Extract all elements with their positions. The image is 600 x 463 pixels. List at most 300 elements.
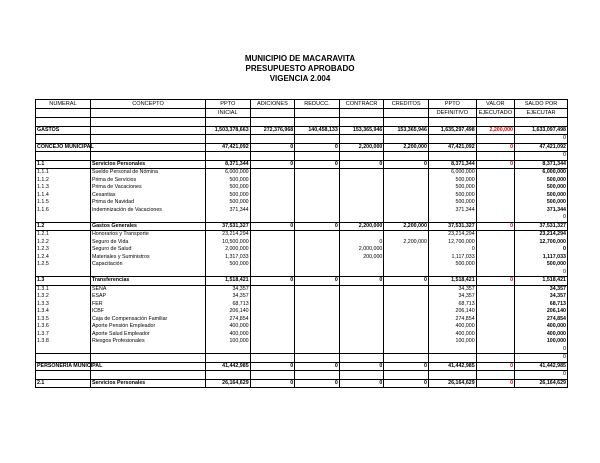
cell-contracr (339, 207, 384, 215)
cell-saldo: 0 (515, 371, 568, 380)
col-creditos: CREDITOS (384, 100, 429, 109)
cell-creditos: 2,200,000 (384, 222, 429, 231)
cell-ppto-definitivo (428, 135, 476, 144)
cell-ppto-definitivo: 34,357 (428, 285, 476, 293)
cell-ppto-inicial: 100,000 (206, 338, 251, 346)
cell-ppto-inicial: 500,000 (206, 192, 251, 200)
cell-ppto-inicial (206, 354, 251, 363)
cell-reducc (295, 169, 340, 177)
cell-contracr (339, 338, 384, 346)
table-row (36, 254, 568, 262)
table-row (36, 293, 568, 301)
cell-reducc (295, 338, 340, 346)
cell-valor-ejecutado (476, 118, 514, 127)
cell-ppto-definitivo: 500,000 (428, 177, 476, 185)
cell-ppto-definitivo (428, 371, 476, 380)
cell-reducc (295, 254, 340, 262)
cell-ppto-definitivo: 12,700,000 (428, 239, 476, 247)
cell-saldo: 37,531,327 (515, 222, 568, 231)
cell-contracr (339, 214, 384, 222)
cell-contracr: 0 (339, 277, 384, 286)
cell-concepto: Honorarios y Transporte (90, 231, 205, 239)
cell-valor-ejecutado (476, 371, 514, 380)
cell-numeral (36, 371, 91, 380)
cell-saldo: 1,117,033 (515, 254, 568, 262)
cell-concepto (90, 118, 205, 127)
table-row (36, 222, 568, 231)
cell-ppto-inicial: 6,000,000 (206, 169, 251, 177)
cell-saldo: 34,357 (515, 285, 568, 293)
cell-numeral (36, 152, 91, 161)
cell-ppto-definitivo: 371,344 (428, 207, 476, 215)
cell-reducc: 140,458,133 (295, 126, 340, 135)
cell-reducc: 0 (295, 379, 340, 388)
cell-contracr (339, 293, 384, 301)
cell-concepto (90, 354, 205, 363)
cell-numeral: CONCEJO MUNICIPAL (37, 143, 94, 150)
cell-numeral: 1.2.4 (36, 254, 91, 262)
col-valor-ejecutado-2: EJECUTADO (476, 109, 514, 118)
cell-saldo: 206,140 (515, 308, 568, 316)
cell-ppto-inicial: 500,000 (206, 199, 251, 207)
cell-adiciones (250, 192, 295, 200)
cell-creditos (384, 346, 429, 354)
cell-ppto-definitivo: 41,442,985 (428, 362, 476, 371)
cell-adiciones (250, 184, 295, 192)
cell-concepto: FER (90, 301, 205, 309)
table-row (36, 269, 568, 277)
cell-valor-ejecutado (476, 323, 514, 331)
cell-reducc (295, 177, 340, 185)
cell-valor-ejecutado: 0 (476, 277, 514, 286)
cell-saldo: 0 (515, 152, 568, 161)
table-row (36, 308, 568, 316)
cell-ppto-inicial: 274,854 (206, 316, 251, 324)
table-row (36, 143, 568, 152)
cell-creditos (384, 192, 429, 200)
cell-valor-ejecutado: 0 (476, 222, 514, 231)
table-row (36, 169, 568, 177)
cell-ppto-definitivo: 37,531,327 (428, 222, 476, 231)
cell-numeral: 1.2.3 (36, 246, 91, 254)
cell-creditos (384, 301, 429, 309)
cell-contracr (339, 301, 384, 309)
cell-adiciones (250, 135, 295, 144)
cell-numeral: 1.3.4 (36, 308, 91, 316)
cell-ppto-definitivo: 47,421,092 (428, 143, 476, 152)
cell-numeral: 1.3.5 (36, 316, 91, 324)
cell-adiciones (250, 239, 295, 247)
cell-ppto-inicial (206, 346, 251, 354)
cell-contracr (339, 192, 384, 200)
cell-numeral: 1.1.1 (36, 169, 91, 177)
cell-adiciones (250, 323, 295, 331)
cell-contracr: 2,200,000 (339, 222, 384, 231)
cell-reducc (295, 246, 340, 254)
cell-contracr (339, 261, 384, 269)
col-concepto: CONCEPTO (90, 100, 205, 109)
cell-saldo: 500,000 (515, 261, 568, 269)
cell-reducc (295, 135, 340, 144)
cell-valor-ejecutado (476, 338, 514, 346)
cell-reducc (295, 331, 340, 339)
cell-ppto-inicial (206, 269, 251, 277)
cell-reducc (295, 207, 340, 215)
cell-creditos (384, 254, 429, 262)
cell-adiciones (250, 254, 295, 262)
cell-concepto (90, 371, 205, 380)
cell-concepto: Riesgos Profesionales (90, 338, 205, 346)
cell-numeral (36, 269, 91, 277)
cell-reducc (295, 308, 340, 316)
cell-creditos (384, 246, 429, 254)
cell-reducc (295, 323, 340, 331)
cell-concepto (90, 135, 205, 144)
cell-reducc (295, 118, 340, 127)
cell-contracr (339, 231, 384, 239)
col-saldo: SALDO POR (515, 100, 568, 109)
cell-saldo: 0 (515, 354, 568, 363)
cell-numeral: 1.1.6 (36, 207, 91, 215)
cell-concepto (90, 214, 205, 222)
cell-ppto-inicial: 2,000,000 (206, 246, 251, 254)
cell-ppto-inicial (206, 214, 251, 222)
cell-ppto-inicial: 8,371,344 (206, 160, 251, 169)
table-row (36, 362, 568, 371)
cell-contracr (339, 152, 384, 161)
cell-contracr: 0 (339, 160, 384, 169)
cell-adiciones (250, 371, 295, 380)
cell-reducc (295, 231, 340, 239)
cell-numeral: 1.1.4 (36, 192, 91, 200)
cell-valor-ejecutado: 0 (476, 143, 514, 152)
cell-ppto-inicial: 500,000 (206, 184, 251, 192)
cell-reducc (295, 293, 340, 301)
cell-concepto: Sueldo Personal de Nómina (90, 169, 205, 177)
cell-ppto-definitivo: 100,000 (428, 338, 476, 346)
col-adiciones: ADICIONES (250, 100, 295, 109)
cell-concepto: Servicios Personales (90, 379, 205, 388)
col-numeral: NUMERAL (36, 100, 91, 109)
cell-contracr (339, 135, 384, 144)
cell-ppto-inicial: 1,518,421 (206, 277, 251, 286)
col-ppto-definitivo-2: DEFINITIVO (428, 109, 476, 118)
cell-numeral: 1.3.3 (36, 301, 91, 309)
cell-creditos (384, 231, 429, 239)
cell-contracr (339, 269, 384, 277)
cell-reducc (295, 346, 340, 354)
cell-saldo: 68,713 (515, 301, 568, 309)
cell-valor-ejecutado (476, 169, 514, 177)
cell-valor-ejecutado (476, 293, 514, 301)
cell-reducc (295, 269, 340, 277)
table-row (36, 184, 568, 192)
cell-adiciones (250, 301, 295, 309)
cell-valor-ejecutado (476, 184, 514, 192)
cell-numeral: 1.3.2 (36, 293, 91, 301)
cell-contracr (339, 331, 384, 339)
cell-contracr: 0 (339, 239, 384, 247)
cell-concepto: SENA (90, 285, 205, 293)
cell-numeral: 1.2.5 (36, 261, 91, 269)
cell-creditos (384, 261, 429, 269)
cell-saldo: 371,344 (515, 207, 568, 215)
cell-concepto: Servicios Personales (90, 160, 205, 169)
cell-ppto-definitivo: 68,713 (428, 301, 476, 309)
cell-adiciones: 0 (250, 160, 295, 169)
table-row (36, 118, 568, 127)
cell-ppto-definitivo: 500,000 (428, 199, 476, 207)
cell-ppto-inicial: 10,500,000 (206, 239, 251, 247)
cell-saldo: 500,000 (515, 192, 568, 200)
cell-numeral: 1.2.2 (36, 239, 91, 247)
cell-reducc (295, 152, 340, 161)
cell-reducc: 0 (295, 143, 340, 152)
cell-concepto (90, 126, 205, 135)
cell-valor-ejecutado (476, 308, 514, 316)
cell-creditos: 153,365,946 (384, 126, 429, 135)
cell-ppto-inicial: 371,344 (206, 207, 251, 215)
table-row (36, 316, 568, 324)
cell-saldo: 26,164,629 (515, 379, 568, 388)
cell-saldo: 1,518,421 (515, 277, 568, 286)
cell-adiciones (250, 354, 295, 363)
cell-numeral: 1.1.5 (36, 199, 91, 207)
cell-reducc (295, 261, 340, 269)
cell-creditos (384, 135, 429, 144)
cell-adiciones (250, 118, 295, 127)
cell-valor-ejecutado (476, 285, 514, 293)
title-period: VIGENCIA 2.004 (269, 74, 331, 83)
cell-concepto: Seguro de Salud (90, 246, 205, 254)
cell-valor-ejecutado (476, 135, 514, 144)
cell-numeral: 1.2 (36, 222, 91, 231)
table-row (36, 301, 568, 309)
cell-adiciones (250, 169, 295, 177)
cell-numeral: 1.3.8 (36, 338, 91, 346)
cell-adiciones (250, 246, 295, 254)
cell-creditos (384, 371, 429, 380)
cell-ppto-inicial (206, 371, 251, 380)
cell-creditos (384, 316, 429, 324)
cell-saldo: 400,000 (515, 323, 568, 331)
cell-concepto: Caja de Compensación Familiar (90, 316, 205, 324)
cell-contracr (339, 346, 384, 354)
cell-saldo: 0 (515, 214, 568, 222)
cell-adiciones (250, 231, 295, 239)
table-row (36, 285, 568, 293)
cell-saldo: 0 (515, 269, 568, 277)
cell-creditos: 2,200,000 (384, 239, 429, 247)
cell-numeral (36, 214, 91, 222)
cell-concepto (90, 362, 205, 371)
cell-contracr (339, 118, 384, 127)
cell-creditos (384, 184, 429, 192)
table-row (36, 379, 568, 388)
cell-ppto-inicial: 206,140 (206, 308, 251, 316)
cell-concepto (90, 346, 205, 354)
cell-adiciones: 0 (250, 143, 295, 152)
cell-numeral: 1.3.1 (36, 285, 91, 293)
cell-numeral: 1.3.6 (36, 323, 91, 331)
cell-adiciones (250, 346, 295, 354)
cell-creditos (384, 308, 429, 316)
cell-creditos (384, 177, 429, 185)
cell-valor-ejecutado (476, 152, 514, 161)
budget-table (35, 99, 568, 388)
table-row (36, 261, 568, 269)
cell-creditos (384, 118, 429, 127)
cell-ppto-definitivo: 500,000 (428, 184, 476, 192)
cell-ppto-inicial: 37,531,327 (206, 222, 251, 231)
cell-ppto-definitivo: 26,164,629 (428, 379, 476, 388)
cell-concepto: Materiales y Suministros (90, 254, 205, 262)
cell-ppto-definitivo: 23,214,294 (428, 231, 476, 239)
cell-valor-ejecutado: 0 (476, 160, 514, 169)
cell-ppto-definitivo: 500,000 (428, 261, 476, 269)
cell-numeral: 2.1 (36, 379, 91, 388)
cell-contracr (339, 323, 384, 331)
cell-ppto-inicial (206, 118, 251, 127)
cell-saldo: 400,000 (515, 331, 568, 339)
cell-saldo: 34,357 (515, 293, 568, 301)
cell-valor-ejecutado (476, 199, 514, 207)
col-valor-ejecutado: VALOR (476, 100, 514, 109)
cell-contracr: 0 (339, 379, 384, 388)
cell-ppto-definitivo: 400,000 (428, 323, 476, 331)
table-row (36, 277, 568, 286)
cell-ppto-inicial: 1,503,378,663 (206, 126, 251, 135)
cell-numeral (36, 135, 91, 144)
cell-reducc (295, 239, 340, 247)
title-municipality: MUNICIPIO DE MACARAVITA (244, 54, 356, 63)
cell-adiciones: 0 (250, 277, 295, 286)
cell-ppto-inicial: 41,442,985 (206, 362, 251, 371)
cell-ppto-inicial: 26,164,629 (206, 379, 251, 388)
cell-reducc (295, 199, 340, 207)
cell-saldo: 41,442,985 (515, 362, 568, 371)
cell-adiciones (250, 331, 295, 339)
table-row (36, 177, 568, 185)
cell-numeral: 1.3 (36, 277, 91, 286)
table-row (36, 160, 568, 169)
cell-creditos (384, 323, 429, 331)
cell-valor-ejecutado (476, 246, 514, 254)
cell-creditos (384, 207, 429, 215)
cell-saldo: 47,421,092 (515, 143, 568, 152)
cell-contracr (339, 177, 384, 185)
cell-creditos: 2,200,000 (384, 143, 429, 152)
cell-ppto-inicial: 500,000 (206, 261, 251, 269)
cell-ppto-definitivo (428, 354, 476, 363)
cell-ppto-inicial: 68,713 (206, 301, 251, 309)
cell-creditos: 0 (384, 277, 429, 286)
cell-valor-ejecutado (476, 239, 514, 247)
cell-saldo: 100,000 (515, 338, 568, 346)
cell-saldo: 6,000,000 (515, 169, 568, 177)
cell-valor-ejecutado (476, 316, 514, 324)
cell-valor-ejecutado (476, 354, 514, 363)
cell-numeral: GASTOS (36, 126, 91, 135)
table-row (36, 354, 568, 363)
cell-concepto: Aporte Salud Empleador (90, 331, 205, 339)
cell-reducc (295, 184, 340, 192)
cell-ppto-inicial: 34,357 (206, 285, 251, 293)
header-row (36, 100, 568, 109)
cell-valor-ejecutado (476, 269, 514, 277)
cell-saldo: 23,214,294 (515, 231, 568, 239)
cell-valor-ejecutado (476, 331, 514, 339)
cell-contracr: 2,000,000 (339, 246, 384, 254)
cell-saldo: 0 (515, 246, 568, 254)
cell-valor-ejecutado: 0 (476, 362, 514, 371)
table-row (36, 331, 568, 339)
cell-ppto-definitivo: 206,140 (428, 308, 476, 316)
cell-concepto: Gastos Generales (90, 222, 205, 231)
table-row (36, 135, 568, 144)
cell-valor-ejecutado (476, 254, 514, 262)
cell-creditos (384, 354, 429, 363)
cell-adiciones: 272,376,968 (250, 126, 295, 135)
cell-ppto-inicial: 500,000 (206, 177, 251, 185)
cell-contracr (339, 316, 384, 324)
cell-contracr: 0 (339, 362, 384, 371)
cell-contracr (339, 184, 384, 192)
cell-valor-ejecutado (476, 214, 514, 222)
cell-adiciones (250, 269, 295, 277)
cell-concepto (90, 143, 205, 152)
cell-contracr (339, 371, 384, 380)
cell-adiciones: 0 (250, 362, 295, 371)
table-row (36, 346, 568, 354)
cell-valor-ejecutado (476, 192, 514, 200)
cell-contracr (339, 308, 384, 316)
cell-contracr (339, 199, 384, 207)
cell-concepto: Indemnización de Vacaciones (90, 207, 205, 215)
cell-numeral: 1.3.7 (36, 331, 91, 339)
cell-reducc: 0 (295, 277, 340, 286)
col-contracr: CONTRACR (339, 100, 384, 109)
cell-reducc: 0 (295, 160, 340, 169)
cell-concepto: Cesantias (90, 192, 205, 200)
cell-ppto-definitivo: 6,000,000 (428, 169, 476, 177)
cell-ppto-inicial: 1,317,033 (206, 254, 251, 262)
table-row (36, 199, 568, 207)
cell-ppto-definitivo: 34,357 (428, 293, 476, 301)
cell-adiciones (250, 199, 295, 207)
cell-ppto-inicial (206, 152, 251, 161)
cell-adiciones (250, 214, 295, 222)
cell-adiciones (250, 207, 295, 215)
cell-creditos (384, 293, 429, 301)
cell-ppto-definitivo: 1,117,033 (428, 254, 476, 262)
cell-adiciones: 0 (250, 379, 295, 388)
table-row (36, 207, 568, 215)
cell-saldo: 500,000 (515, 177, 568, 185)
cell-ppto-definitivo (428, 214, 476, 222)
cell-numeral: 1.1 (36, 160, 91, 169)
cell-contracr (339, 285, 384, 293)
cell-valor-ejecutado (476, 207, 514, 215)
table-row (36, 338, 568, 346)
table-row (36, 371, 568, 380)
cell-concepto: Transferencias (90, 277, 205, 286)
cell-ppto-definitivo: 274,854 (428, 316, 476, 324)
cell-concepto: Prima de Navidad (90, 199, 205, 207)
cell-valor-ejecutado: 0 (476, 379, 514, 388)
cell-creditos (384, 152, 429, 161)
cell-numeral (36, 118, 91, 127)
